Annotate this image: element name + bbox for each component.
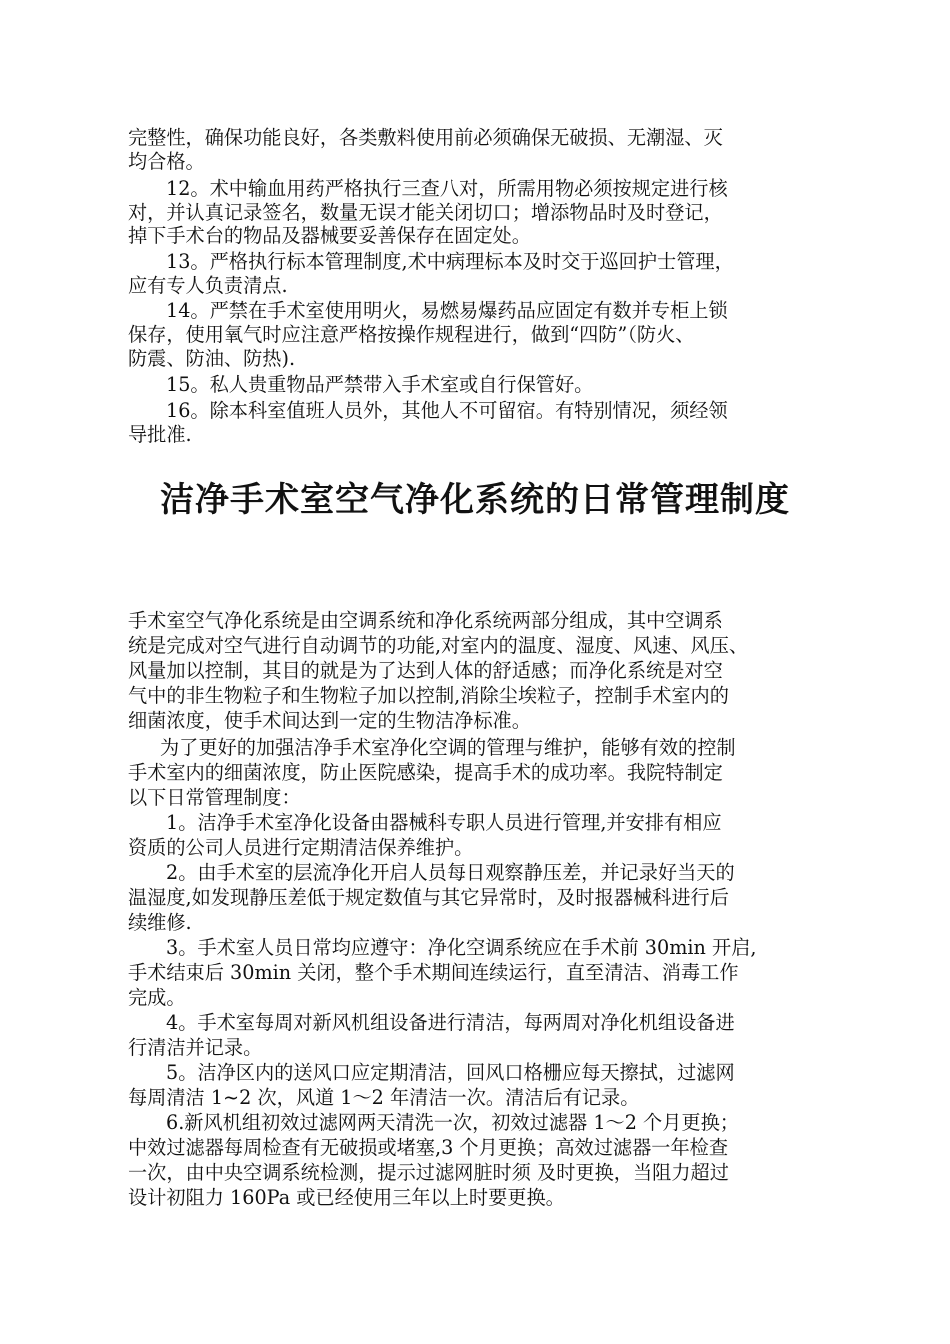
paragraph-line: 手术室空气净化系统是由空调系统和净化系统两部分组成，其中空调系 <box>128 609 723 632</box>
paragraph-line: 行清洁并记录。 <box>128 1036 263 1059</box>
paragraph-line: 中效过滤器每周检查有无破损或堵塞,3 个月更换；高效过滤器一年检查 <box>128 1136 729 1159</box>
paragraph-line: 以下日常管理制度： <box>128 786 301 809</box>
paragraph-line: 手术室内的细菌浓度，防止医院感染，提高手术的成功率。我院特制定 <box>128 761 723 784</box>
paragraph-line: 温湿度,如发现静压差低于规定数值与其它异常时，及时报器械科进行后 <box>128 886 729 909</box>
paragraph-line: 为了更好的加强洁净手术室净化空调的管理与维护，能够有效的控制 <box>160 736 736 759</box>
paragraph-line: 14。严禁在手术室使用明火，易燃易爆药品应固定有数并专柜上锁 <box>166 299 728 322</box>
paragraph-line: 续维修. <box>128 911 192 934</box>
paragraph-line: 一次，由中央空调系统检测，提示过滤网脏时须 及时更换，当阻力超过 <box>128 1161 729 1184</box>
paragraph-line: 防震、防油、防热). <box>128 347 296 370</box>
paragraph-line: 细菌浓度，使手术间达到一定的生物洁净标准。 <box>128 709 531 732</box>
paragraph-line: 统是完成对空气进行自动调节的功能,对室内的温度、湿度、风速、风压、 <box>128 634 749 657</box>
paragraph-line: 16。除本科室值班人员外，其他人不可留宿。有特别情况，须经领 <box>166 399 728 422</box>
paragraph-line: 应有专人负责清点. <box>128 274 288 297</box>
paragraph-line: 手术结束后 30min 关闭，整个手术期间连续运行，直至清洁、消毒工作 <box>128 961 739 984</box>
paragraph-line: 气中的非生物粒子和生物粒子加以控制,消除尘埃粒子，控制手术室内的 <box>128 684 729 707</box>
paragraph-line: 6.新风机组初效过滤网两天清洗一次，初效过滤器 1～2 个月更换； <box>166 1111 739 1134</box>
paragraph-line: 完整性，确保功能良好，各类敷料使用前必须确保无破损、无潮湿、灭 <box>128 126 723 149</box>
paragraph-line: 完成。 <box>128 986 186 1009</box>
paragraph-line: 15。私人贵重物品严禁带入手术室或自行保管好。 <box>166 373 594 396</box>
paragraph-line: 1。洁净手术室净化设备由器械科专职人员进行管理,并安排有相应 <box>166 811 722 834</box>
paragraph-line: 资质的公司人员进行定期清洁保养维护。 <box>128 836 474 859</box>
paragraph-line: 设计初阻力 160Pa 或已经使用三年以上时要更换。 <box>128 1186 565 1209</box>
paragraph-line: 13。严格执行标本管理制度,术中病理标本及时交于巡回护士管理， <box>166 250 734 273</box>
paragraph-line: 4。手术室每周对新风机组设备进行清洁，每两周对净化机组设备进 <box>166 1011 735 1034</box>
paragraph-line: 保存，使用氧气时应注意严格按操作规程进行，做到“四防”（防火、 <box>128 323 695 346</box>
paragraph-line: 每周清洁 1~2 次，风道 1～2 年清洁一次。清洁后有记录。 <box>128 1086 640 1109</box>
paragraph-line: 均合格。 <box>128 150 205 173</box>
paragraph-line: 风量加以控制，其目的就是为了达到人体的舒适感；而净化系统是对空 <box>128 659 723 682</box>
document-title: 洁净手术室空气净化系统的日常管理制度 <box>160 480 790 520</box>
paragraph-line: 导批准. <box>128 423 192 446</box>
paragraph-line: 5。洁净区内的送风口应定期清洁，回风口格栅应每天擦拭，过滤网 <box>166 1061 735 1084</box>
paragraph-line: 掉下手术台的物品及器械要妥善保存在固定处。 <box>128 224 531 247</box>
paragraph-line: 2。由手术室的层流净化开启人员每日观察静压差，并记录好当天的 <box>166 861 735 884</box>
paragraph-line: 3。手术室人员日常均应遵守：净化空调系统应在手术前 30min 开启, <box>166 936 757 959</box>
paragraph-line: 对，并认真记录签名，数量无误才能关闭切口；增添物品时及时登记， <box>128 201 723 224</box>
paragraph-line: 12。术中输血用药严格执行三查八对，所需用物必须按规定进行核 <box>166 177 728 200</box>
